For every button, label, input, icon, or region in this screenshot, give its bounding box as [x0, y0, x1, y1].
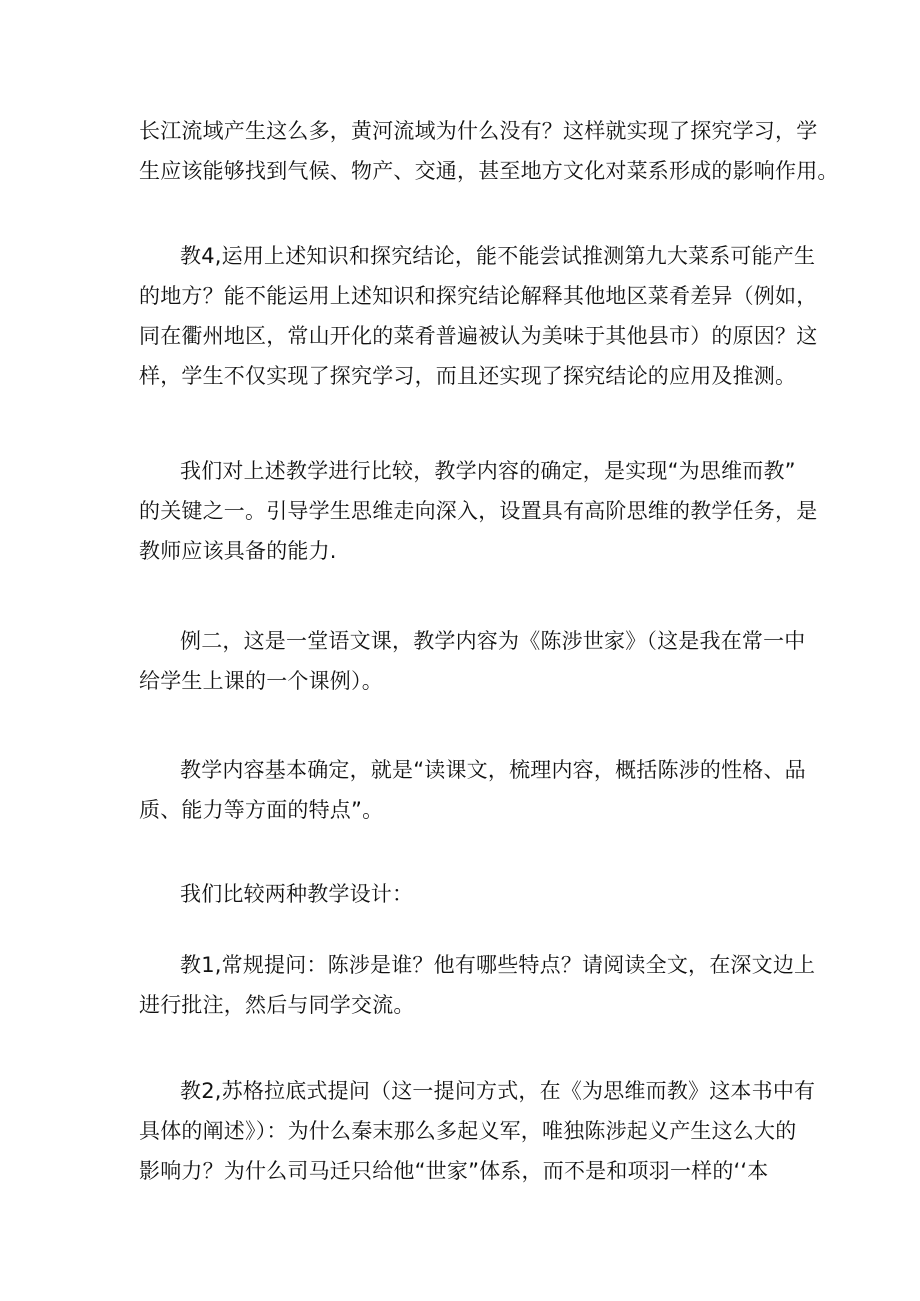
paragraph-line: 具体的阐述》）：为什么秦末那么多起义军，唯独陈涉起义产生这么大的 [139, 1119, 797, 1143]
paragraph-4 [139, 621, 806, 701]
paragraph-line: 教学内容基本确定，就是“读课文，梳理内容，概括陈涉的性格、品 [180, 758, 806, 782]
paragraph-line: 的关键之一。引导学生思维走向深入，设置具有高阶思维的教学任务，是 [139, 499, 818, 523]
paragraph-1 [139, 111, 839, 191]
paragraph-line: 进行批注，然后与同学交流。 [139, 993, 415, 1017]
paragraph-5 [139, 750, 806, 830]
paragraph-line: 教师应该具备的能力. [139, 539, 337, 563]
paragraph-line: 长江流域产生这么多，黄河流域为什么没有？这样就实现了探究学习，学 [139, 119, 818, 143]
paragraph-line: 的地方？能不能运用上述知识和探究结论解释其他地区菜肴差异（例如， [139, 284, 818, 308]
paragraph-7 [139, 945, 816, 1025]
paragraph-line: 例二，这是一堂语文课，教学内容为《陈涉世家》（这是我在常一中 [180, 629, 806, 653]
paragraph-6 [139, 874, 799, 914]
paragraph-line: 给学生上课的一个课例）。 [139, 669, 383, 693]
paragraph-line: 样，学生不仅实现了探究学习，而且还实现了探究结论的应用及推测。 [139, 364, 797, 388]
paragraph-line: 我们比较两种教学设计： [180, 882, 414, 906]
paragraph-line: 我们对上述教学进行比较，教学内容的确定，是实现“为思维而教” [180, 459, 796, 483]
paragraph-line: 影响力？为什么司马迁只给他“世家”体系，而不是和项羽一样的‘‘本 [139, 1159, 769, 1183]
paragraph-8 [139, 1071, 816, 1191]
paragraph-line: 质、能力等方面的特点”。 [139, 798, 384, 822]
paragraph-line: 生应该能够找到气候、物产、交通，甚至地方文化对菜系形成的影响作用。 [139, 159, 839, 183]
paragraph-line: 教1,常规提问：陈涉是谁？他有哪些特点？请阅读全文，在深文边上 [180, 953, 816, 977]
paragraph-3 [139, 451, 818, 571]
paragraph-line: 教4,运用上述知识和探究结论，能不能尝试推测第九大菜系可能产生 [180, 244, 816, 268]
paragraph-2 [139, 236, 818, 396]
paragraph-line: 教2,苏格拉底式提问（这一提问方式，在《为思维而教》这本书中有 [180, 1079, 816, 1103]
paragraph-line: 同在衢州地区，常山开化的菜肴普遍被认为美味于其他县市）的原因？这 [139, 324, 818, 348]
